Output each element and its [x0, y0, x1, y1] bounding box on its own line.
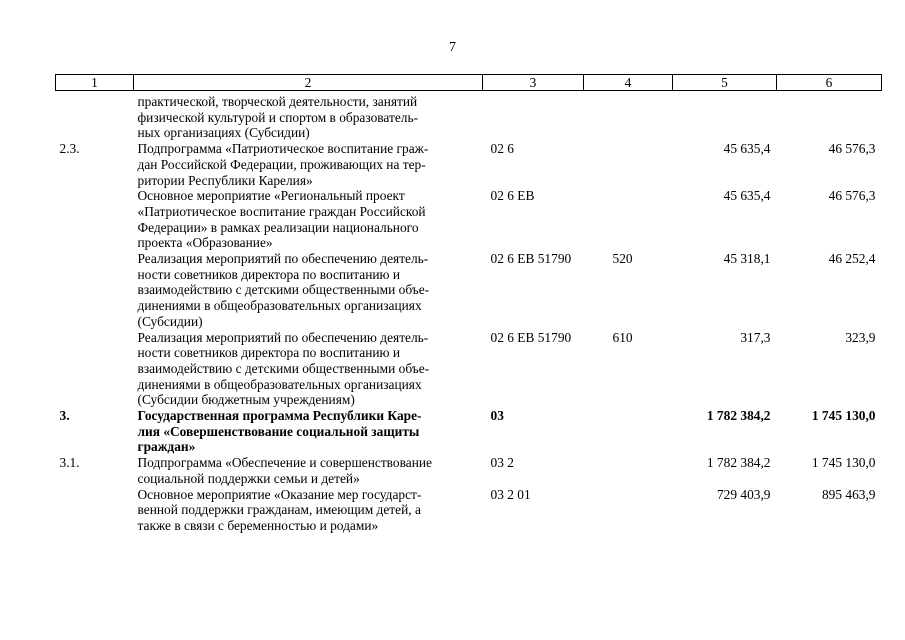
- row-code: [483, 91, 584, 142]
- row-name-line: Реализация мероприятий по обеспечению деятель-: [137, 251, 429, 267]
- row-value-col5: 45 635,4: [723, 141, 771, 157]
- row-name: [134, 330, 483, 409]
- row-code: 03 2: [490, 455, 514, 471]
- row-name-line: граждан»: [137, 439, 196, 455]
- row-name-line: (Субсидии): [137, 313, 203, 329]
- row-expense-type: [584, 455, 673, 486]
- row-expense-type: [584, 188, 673, 251]
- row-name-line: «Патриотическое воспитание граждан Российской: [137, 203, 426, 219]
- row-name-line: ных организациях (Субсидии): [137, 125, 310, 141]
- row-name-line: (Субсидии бюджетным учреждениям): [137, 392, 355, 408]
- table-row: [56, 487, 882, 534]
- row-name-line: динениями в общеобразовательных организациях: [137, 298, 422, 314]
- header-col-3: 3: [483, 75, 584, 91]
- row-name-line: ритории Республики Карелия»: [137, 172, 313, 188]
- row-name-line: ности советников директора по воспитанию и: [137, 345, 401, 361]
- table-row: [56, 141, 882, 188]
- table-row: [56, 91, 882, 142]
- row-name: [134, 455, 483, 486]
- row-number: [56, 188, 134, 251]
- row-number: [56, 330, 134, 409]
- header-row: [56, 75, 882, 91]
- row-name: [134, 91, 483, 142]
- row-value-col6: [777, 91, 882, 142]
- row-number: [56, 91, 134, 142]
- row-name-line: дан Российской Федерации, проживающих на тер-: [137, 156, 426, 172]
- row-number: [56, 251, 134, 330]
- row-name-line: практической, творческой деятельности, занятий: [137, 94, 418, 109]
- row-name: [134, 487, 483, 534]
- row-code: 03: [490, 408, 504, 424]
- row-name-line: Основное мероприятие «Региональный проект: [137, 188, 405, 204]
- header-col-2: 2: [134, 75, 483, 91]
- row-code: 02 6 ЕВ 51790: [490, 251, 572, 267]
- header-col-5: 5: [673, 75, 777, 91]
- row-name-line: лия «Совершенствование социальной защиты: [137, 423, 420, 439]
- row-name-line: динениями в общеобразовательных организациях: [137, 376, 422, 392]
- row-expense-type: [584, 408, 673, 455]
- row-name: [134, 141, 483, 188]
- row-value-col6: 46 252,4: [828, 251, 876, 267]
- row-name-line: Подпрограмма «Обеспечение и совершенствование: [137, 455, 432, 471]
- page-number: 7: [449, 40, 456, 55]
- row-name-line: физической культурой и спортом в образователь-: [137, 109, 419, 125]
- row-code: 02 6 ЕВ 51790: [490, 329, 572, 345]
- header-col-6: 6: [777, 75, 882, 91]
- row-number: 3.: [59, 408, 70, 424]
- row-value-col6: 895 463,9: [821, 486, 876, 502]
- budget-table: [55, 74, 882, 534]
- row-value-col6: 323,9: [845, 329, 876, 345]
- table-row: [56, 455, 882, 486]
- row-value-col5: [673, 91, 777, 142]
- row-name-line: ности советников директора по воспитанию и: [137, 266, 401, 282]
- row-expense-type: 610: [612, 329, 633, 345]
- row-expense-type: [584, 487, 673, 534]
- table-row: [56, 408, 882, 455]
- row-name-line: социальной поддержки семьи и детей»: [137, 470, 360, 486]
- header-col-4: 4: [584, 75, 673, 91]
- row-number: [56, 487, 134, 534]
- row-name-line: Подпрограмма «Патриотическое воспитание граж-: [137, 141, 429, 157]
- row-name-line: Основное мероприятие «Оказание мер государст-: [137, 486, 422, 502]
- row-expense-type: 520: [612, 251, 633, 267]
- row-value-col5: 1 782 384,2: [706, 408, 771, 424]
- row-code: 02 6: [490, 141, 514, 157]
- row-name: [134, 408, 483, 455]
- row-name-line: проекта «Образование»: [137, 235, 273, 251]
- row-name-line: Реализация мероприятий по обеспечению деятель-: [137, 329, 429, 345]
- table-row: [56, 251, 882, 330]
- row-name-line: венной поддержки гражданам, имеющим детей, а: [137, 502, 421, 518]
- row-name-line: взаимодействию с детскими общественными объе-: [137, 282, 430, 298]
- row-value-col5: 1 782 384,2: [706, 455, 771, 471]
- row-value-col5: 729 403,9: [716, 486, 771, 502]
- row-value-col6: 1 745 130,0: [811, 408, 876, 424]
- row-number: 3.1.: [59, 455, 80, 471]
- table-header: [56, 75, 882, 91]
- table-row: [56, 188, 882, 251]
- table-row: [56, 330, 882, 409]
- row-value-col6: 1 745 130,0: [811, 455, 876, 471]
- row-value-col5: 317,3: [740, 329, 771, 345]
- row-expense-type: [584, 91, 673, 142]
- row-code: 02 6 ЕВ: [490, 188, 535, 204]
- row-name-line: Федерации» в рамках реализации национального: [137, 219, 419, 235]
- row-name-line: Государственная программа Республики Каре-: [137, 408, 422, 424]
- row-value-col6: 46 576,3: [828, 188, 876, 204]
- row-code: 03 2 01: [490, 486, 531, 502]
- row-number: 2.3.: [59, 141, 80, 157]
- table-body: [56, 91, 882, 534]
- row-name-line: также в связи с беременностью и родами»: [137, 517, 379, 533]
- row-name: [134, 251, 483, 330]
- row-value-col6: 46 576,3: [828, 141, 876, 157]
- row-value-col5: 45 318,1: [723, 251, 771, 267]
- row-expense-type: [584, 141, 673, 188]
- row-name: [134, 188, 483, 251]
- row-name-line: взаимодействию с детскими общественными объе-: [137, 360, 430, 376]
- header-col-1: 1: [56, 75, 134, 91]
- row-value-col5: 45 635,4: [723, 188, 771, 204]
